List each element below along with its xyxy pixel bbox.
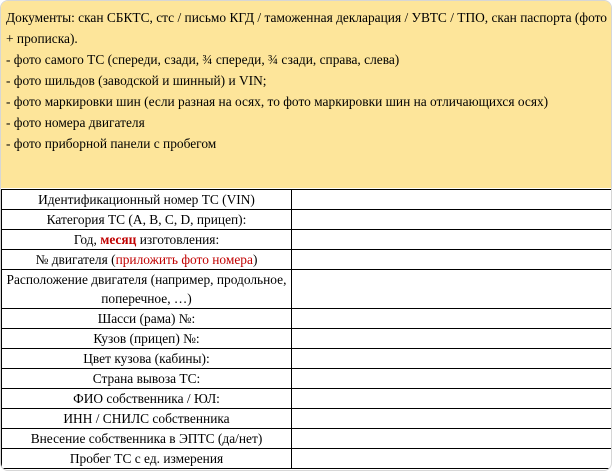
form-label-mileage: Пробег ТС с ед. измерения xyxy=(2,449,292,469)
notes-line-documents: Документы: скан СБКТС, стс / письмо КГД / таможенная декларация / УВТС / ТПО, скан паспорта (фото + прописка). xyxy=(6,10,607,46)
notes-line-tire-marking-photos: - фото маркировки шин (если разная на осях, то фото маркировки шин на отличающихся осях) xyxy=(6,94,549,109)
form-label-engine-number-post: ) xyxy=(252,252,258,267)
table-row xyxy=(2,349,613,369)
form-value-owner-name[interactable] xyxy=(292,389,613,409)
form-value-category[interactable] xyxy=(292,210,613,230)
form-value-engine-number[interactable] xyxy=(292,250,613,270)
form-label-export-country: Страна вывоза ТС: xyxy=(2,369,292,389)
form-value-mileage[interactable] xyxy=(292,449,613,469)
form-label-engine-number-highlight: приложить фото номера xyxy=(115,252,253,267)
form-label-epts-owner: Внесение собственника в ЭПТС (да/нет) xyxy=(2,429,292,449)
form-value-body-number[interactable] xyxy=(292,329,613,349)
form-label-body-color: Цвет кузова (кабины): xyxy=(2,349,292,369)
form-label-manufacture-date xyxy=(2,230,292,250)
table-row xyxy=(2,190,613,210)
form-label-manufacture-date-highlight: месяц xyxy=(100,232,137,247)
form-value-export-country[interactable] xyxy=(292,369,613,389)
table-row xyxy=(2,369,613,389)
table-row xyxy=(2,309,613,329)
table-row xyxy=(2,429,613,449)
table-row xyxy=(2,210,613,230)
table-row xyxy=(2,389,613,409)
table-row xyxy=(2,250,613,270)
form-label-engine-number xyxy=(2,250,292,270)
vehicle-form-table xyxy=(1,189,612,469)
notes-line-vehicle-photos: - фото самого ТС (спереди, сзади, ¾ спереди, ¾ сзади, справа, слева) xyxy=(6,52,400,67)
form-label-owner-tax-id: ИНН / СНИЛС собственника xyxy=(2,409,292,429)
documents-notes xyxy=(1,1,612,188)
form-label-category: Категория ТС (A, B, C, D, прицеп): xyxy=(2,210,292,230)
form-value-vin[interactable] xyxy=(292,190,613,210)
form-label-engine-position: Расположение двигателя (например, продольное, поперечное, …) xyxy=(2,270,292,309)
form-label-chassis-number: Шасси (рама) №: xyxy=(2,309,292,329)
form-value-body-color[interactable] xyxy=(292,349,613,369)
table-row xyxy=(2,409,613,429)
form-value-epts-owner[interactable] xyxy=(292,429,613,449)
table-row xyxy=(2,449,613,469)
form-label-owner-name: ФИО собственника / ЮЛ: xyxy=(2,389,292,409)
form-value-engine-position[interactable] xyxy=(292,270,613,309)
form-value-manufacture-date[interactable] xyxy=(292,230,613,250)
form-label-manufacture-date-post: изготовления: xyxy=(136,232,220,247)
form-label-manufacture-date-pre: Год, xyxy=(73,232,101,247)
notes-line-dashboard-photo: - фото приборной панели с пробегом xyxy=(6,136,217,151)
table-row xyxy=(2,329,613,349)
table-row xyxy=(2,270,613,309)
form-label-vin: Идентификационный номер ТС (VIN) xyxy=(2,190,292,210)
form-label-body-number: Кузов (прицеп) №: xyxy=(2,329,292,349)
table-row xyxy=(2,230,613,250)
form-label-engine-number-pre: № двигателя ( xyxy=(35,252,116,267)
notes-line-engine-number-photo: - фото номера двигателя xyxy=(6,115,145,130)
form-value-owner-tax-id[interactable] xyxy=(292,409,613,429)
form-value-chassis-number[interactable] xyxy=(292,309,613,329)
notes-line-plates-photos: - фото шильдов (заводской и шинный) и VIN; xyxy=(6,73,267,88)
